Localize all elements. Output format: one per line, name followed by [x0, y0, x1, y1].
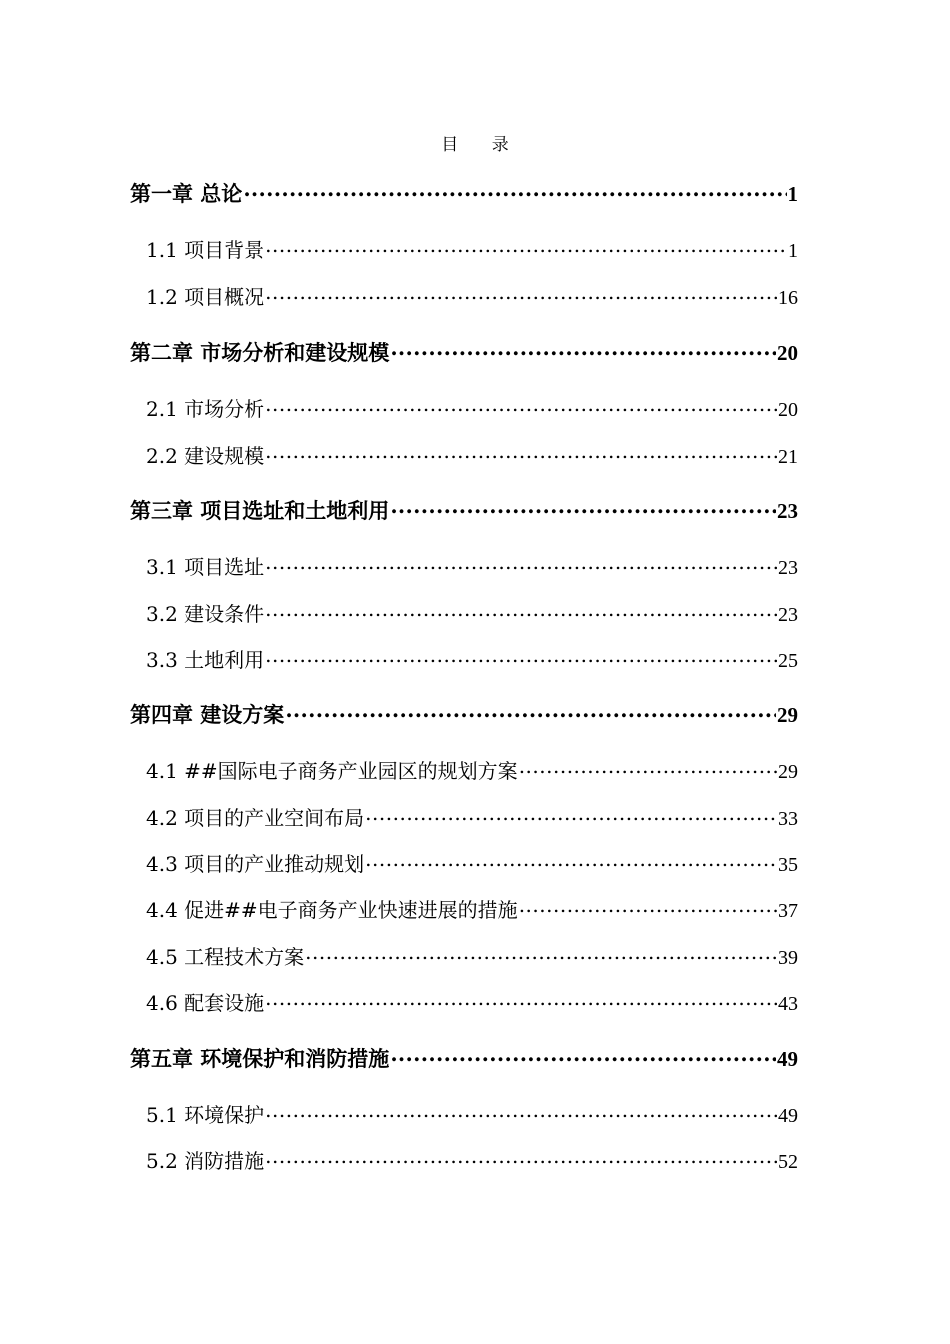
toc-page-number: 16: [778, 287, 798, 309]
toc-section-entry[interactable]: [146, 442, 798, 471]
toc-entry-label: 3.1 项目选址: [146, 555, 265, 579]
toc-page-number: 37: [778, 900, 798, 922]
toc-page-number: 49: [778, 1105, 798, 1127]
toc-dot-leader: [285, 702, 776, 722]
toc-entry-label: 第一章 总论: [130, 181, 243, 206]
toc-title: 目 录: [441, 135, 523, 155]
toc-page-number: 33: [778, 808, 798, 830]
toc-entry-label: 4.2 项目的产业空间布局: [146, 806, 365, 830]
toc-section-entry[interactable]: [146, 283, 798, 312]
toc-entry-label: 5.1 环境保护: [146, 1103, 265, 1127]
toc-dot-leader: [265, 396, 777, 416]
toc-section-entry[interactable]: [146, 850, 798, 879]
toc-section-entry[interactable]: [146, 943, 798, 972]
toc-page-number: 29: [777, 703, 798, 727]
toc-chapter-entry[interactable]: [130, 1045, 798, 1073]
toc-dot-leader: [265, 1102, 777, 1122]
toc-page-number: 29: [778, 761, 798, 783]
toc-entry-label: 5.2 消防措施: [146, 1149, 265, 1173]
toc-page-number: 43: [778, 993, 798, 1015]
toc-entry-label: 第五章 环境保护和消防措施: [130, 1046, 390, 1071]
toc-entry-label: 4.5 工程技术方案: [146, 945, 305, 969]
toc-entry-label: 第二章 市场分析和建设规模: [130, 340, 390, 365]
toc-dot-leader: [390, 340, 776, 360]
toc-dot-leader: [265, 647, 777, 667]
toc-entry-label: 3.3 土地利用: [146, 648, 265, 672]
toc-page-number: 23: [777, 499, 798, 523]
toc-section-entry[interactable]: [146, 1147, 798, 1176]
toc-chapter-entry[interactable]: [130, 339, 798, 367]
toc-page-number: 23: [778, 557, 798, 579]
toc-page-number: 23: [778, 604, 798, 626]
toc-entry-label: 4.6 配套设施: [146, 991, 265, 1015]
toc-page-number: 25: [778, 650, 798, 672]
toc-section-entry[interactable]: [146, 236, 798, 265]
toc-entry-label: 4.4 促进##电子商务产业快速进展的措施: [146, 898, 518, 922]
toc-entry-label: 4.3 项目的产业推动规划: [146, 852, 365, 876]
toc-chapter-entry[interactable]: [130, 497, 798, 525]
toc-dot-leader: [265, 990, 777, 1010]
toc-dot-leader: [390, 1046, 776, 1066]
toc-entry-label: 第三章 项目选址和土地利用: [130, 498, 390, 523]
toc-dot-leader: [390, 498, 776, 518]
toc-chapter-entry[interactable]: [130, 701, 798, 729]
toc-entry-label: 2.1 市场分析: [146, 397, 265, 421]
toc-dot-leader: [365, 805, 777, 825]
toc-section-entry[interactable]: [146, 896, 798, 925]
toc-section-entry[interactable]: [146, 1101, 798, 1130]
toc-dot-leader: [265, 1148, 777, 1168]
toc-dot-leader: [265, 554, 777, 574]
toc-page-number: 20: [778, 399, 798, 421]
toc-dot-leader: [265, 284, 777, 304]
toc-dot-leader: [265, 443, 777, 463]
toc-section-entry[interactable]: [146, 395, 798, 424]
toc-page-number: 49: [777, 1047, 798, 1071]
toc-page-number: 21: [778, 446, 798, 468]
toc-entry-label: 1.1 项目背景: [146, 238, 265, 262]
toc-chapter-entry[interactable]: [130, 180, 798, 208]
toc-section-entry[interactable]: [146, 646, 798, 675]
toc-dot-leader: [265, 601, 777, 621]
toc-page-number: 1: [787, 182, 798, 206]
toc-page-number: 1: [788, 240, 798, 262]
toc-dot-leader: [519, 758, 777, 778]
toc-dot-leader: [243, 181, 786, 201]
toc-dot-leader: [305, 944, 777, 964]
toc-entry-label: 2.2 建设规模: [146, 444, 265, 468]
toc-entry-label: 第四章 建设方案: [130, 702, 285, 727]
toc-section-entry[interactable]: [146, 600, 798, 629]
toc-entry-label: 1.2 项目概况: [146, 285, 265, 309]
toc-page-number: 52: [778, 1151, 798, 1173]
toc-section-entry[interactable]: [146, 553, 798, 582]
toc-section-entry[interactable]: [146, 757, 798, 786]
toc-dot-leader: [365, 851, 777, 871]
toc-entry-label: 3.2 建设条件: [146, 602, 265, 626]
toc-page-number: 20: [777, 341, 798, 365]
toc-section-entry[interactable]: [146, 804, 798, 833]
toc-page-number: 39: [778, 947, 798, 969]
toc-dot-leader: [519, 897, 777, 917]
toc-page-number: 35: [778, 854, 798, 876]
toc-entry-label: 4.1 ##国际电子商务产业园区的规划方案: [146, 759, 518, 783]
toc-section-entry[interactable]: [146, 989, 798, 1018]
toc-dot-leader: [265, 237, 787, 257]
